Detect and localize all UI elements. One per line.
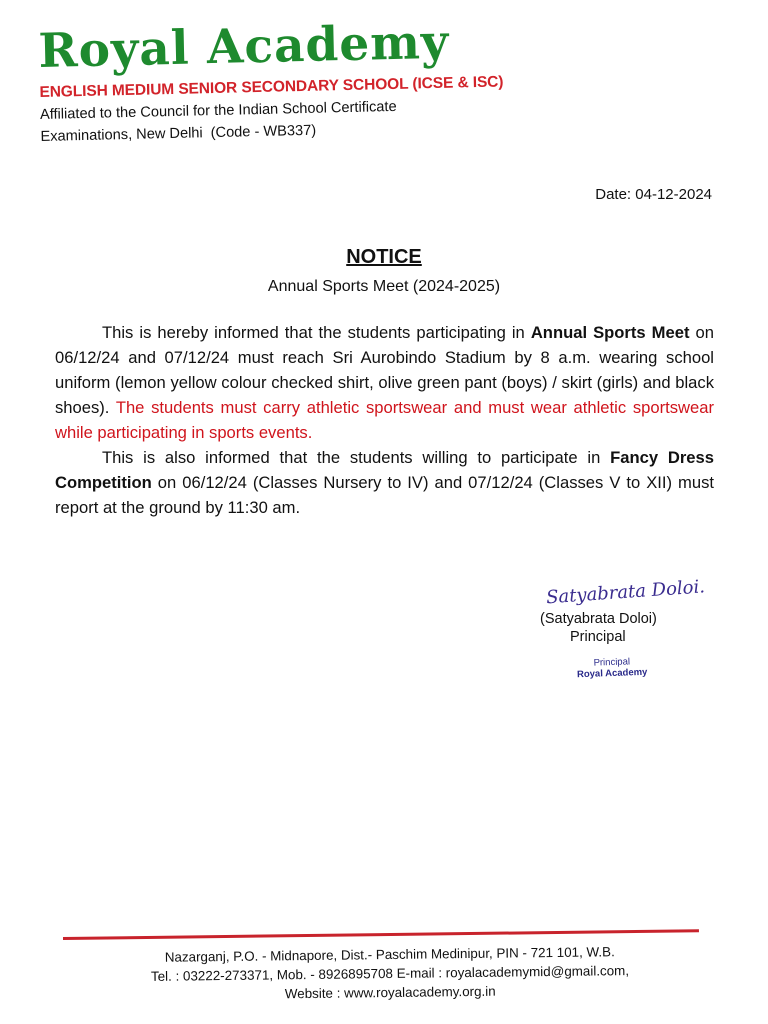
footer xyxy=(110,942,671,1006)
footer-divider xyxy=(63,929,699,940)
footer-contact: Tel. : 03222-273371, Mob. - 8926895708 E-mail : royalacademymid@gmail.com, xyxy=(150,963,630,984)
paragraph-2-text-a: This is also informed that the students willing to participate in xyxy=(102,448,611,467)
principal-signature: Satyabrata Doloi. xyxy=(545,576,706,609)
school-type: ENGLISH MEDIUM SENIOR SECONDARY SCHOOL (ICSE & ISC) xyxy=(39,73,504,101)
notice-title xyxy=(0,246,768,269)
affiliation-body: Examinations, New Delhi xyxy=(40,125,203,145)
affiliation-line-1: Affiliated to the Council for the Indian School Certificate xyxy=(39,98,397,123)
signatory-name: (Satyabrata Doloi) xyxy=(540,611,657,627)
event-name-fancy-dress: Fancy Dress Competition xyxy=(55,448,714,492)
notice-subtitle: Annual Sports Meet (2024-2025) xyxy=(267,278,501,295)
event-name-sports-meet: Annual Sports Meet xyxy=(530,323,690,342)
paragraph-2 xyxy=(55,445,714,520)
notice-date: Date: 04-12-2024 xyxy=(595,186,712,203)
stamp-line-1: Principal xyxy=(593,656,631,669)
letterhead xyxy=(37,14,504,146)
principal-stamp xyxy=(572,656,653,681)
footer-address: Nazarganj, P.O. - Midnapore, Dist.- Paschim Medinipur, PIN - 721 101, W.B. xyxy=(164,944,615,965)
footer-website: Website : www.royalacademy.org.in xyxy=(284,983,496,1002)
school-code: (Code - WB337) xyxy=(210,122,317,142)
signatory-role: Principal xyxy=(570,629,626,645)
paragraph-1-text-a: This is hereby informed that the students participating in xyxy=(102,323,531,342)
notice-title-text: NOTICE xyxy=(346,246,422,268)
sportswear-instruction: The students must carry athletic sportswear and must wear athletic sportswear while participating in sports events. xyxy=(55,398,714,442)
notice-body xyxy=(55,320,714,520)
paragraph-1-text-b: on 06/12/24 and 07/12/24 must reach Sri Aurobindo Stadium by 8 a.m. wearing school uniform (lemon yellow colour checked shirt, olive green pant (boys) / skirt (girls) and black shoes). xyxy=(55,323,714,417)
paragraph-1 xyxy=(55,320,714,445)
signature-block xyxy=(540,576,706,645)
stamp-line-2: Royal Academy xyxy=(576,666,648,681)
school-name: Royal Academy xyxy=(37,14,450,79)
paragraph-2-text-b: on 06/12/24 (Classes Nursery to IV) and 07/12/24 (Classes V to XII) must report at the ground by 11:30 am. xyxy=(55,473,714,517)
